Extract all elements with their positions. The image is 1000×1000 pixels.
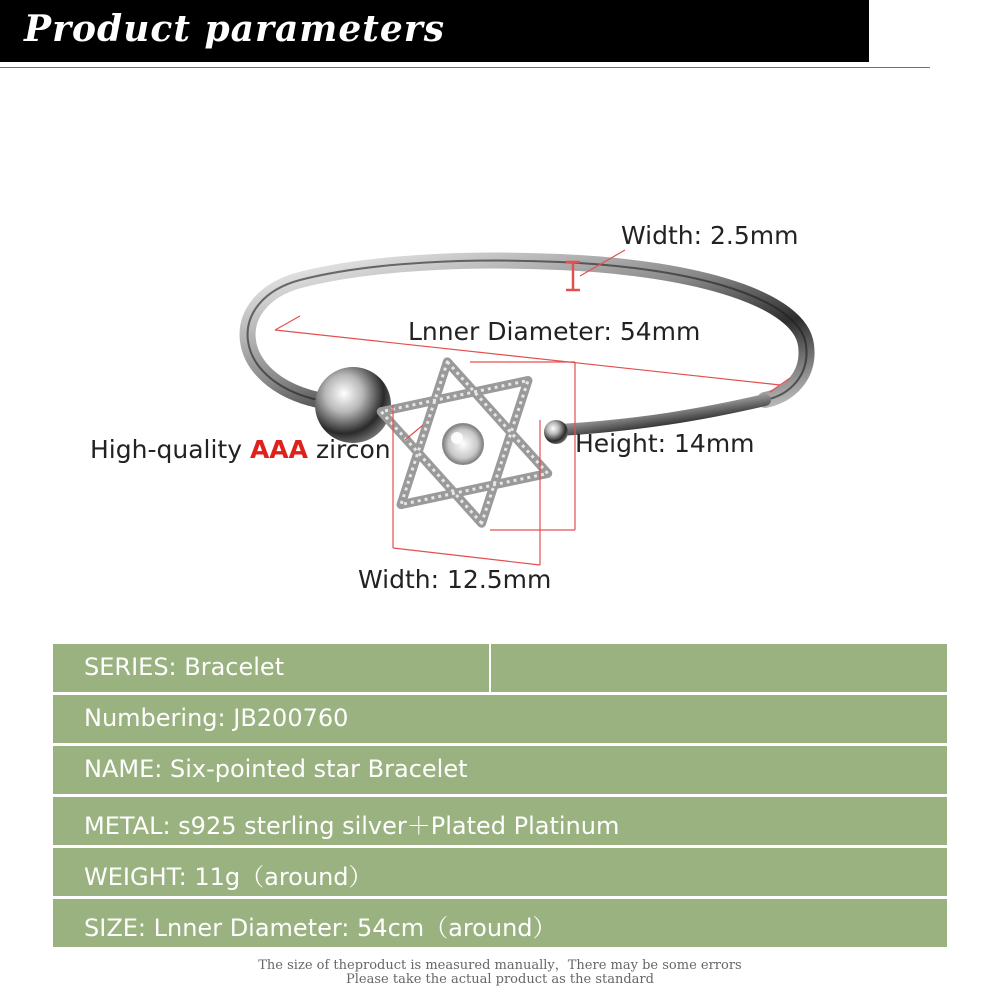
band-width-label: Width: 2.5mm [621, 221, 799, 250]
spec-row-name [53, 746, 947, 794]
spec-metal: METAL: s925 sterling silver＋Plated Platinum [84, 812, 620, 840]
zircon-prefix: High-quality [90, 435, 250, 464]
spec-row-series [53, 644, 947, 692]
spec-table [53, 644, 947, 950]
spec-size: SIZE: Lnner Diameter: 54cm（around） [84, 914, 557, 942]
spec-series: SERIES: Bracelet [84, 653, 285, 681]
spec-weight: WEIGHT: 11g（around） [84, 863, 373, 891]
inner-diameter-label: Lnner Diameter: 54mm [408, 317, 701, 346]
page-title: Product parameters [24, 8, 446, 50]
spec-name: NAME: Six-pointed star Bracelet [84, 755, 468, 783]
spec-row-weight [53, 848, 947, 896]
spec-row-metal [53, 797, 947, 845]
cell-divider [489, 644, 491, 692]
center-gem [443, 424, 483, 464]
star-width-label: Width: 12.5mm [358, 565, 552, 594]
zircon-suffix: zircon [308, 435, 391, 464]
height-label: Height: 14mm [575, 429, 755, 458]
footnote-line-2: Please take the actual product as the standard [346, 972, 654, 987]
spec-numbering: Numbering: JB200760 [84, 704, 349, 732]
spec-row-numbering [53, 695, 947, 743]
footnote-line-1: The size of theproduct is measured manually，There may be some errors [258, 958, 742, 973]
zircon-label [90, 435, 391, 464]
bead-ball [315, 367, 391, 443]
end-cap [544, 420, 568, 444]
spec-row-size [53, 899, 947, 947]
zircon-accent: AAA [249, 435, 308, 464]
bangle-end [560, 400, 765, 430]
